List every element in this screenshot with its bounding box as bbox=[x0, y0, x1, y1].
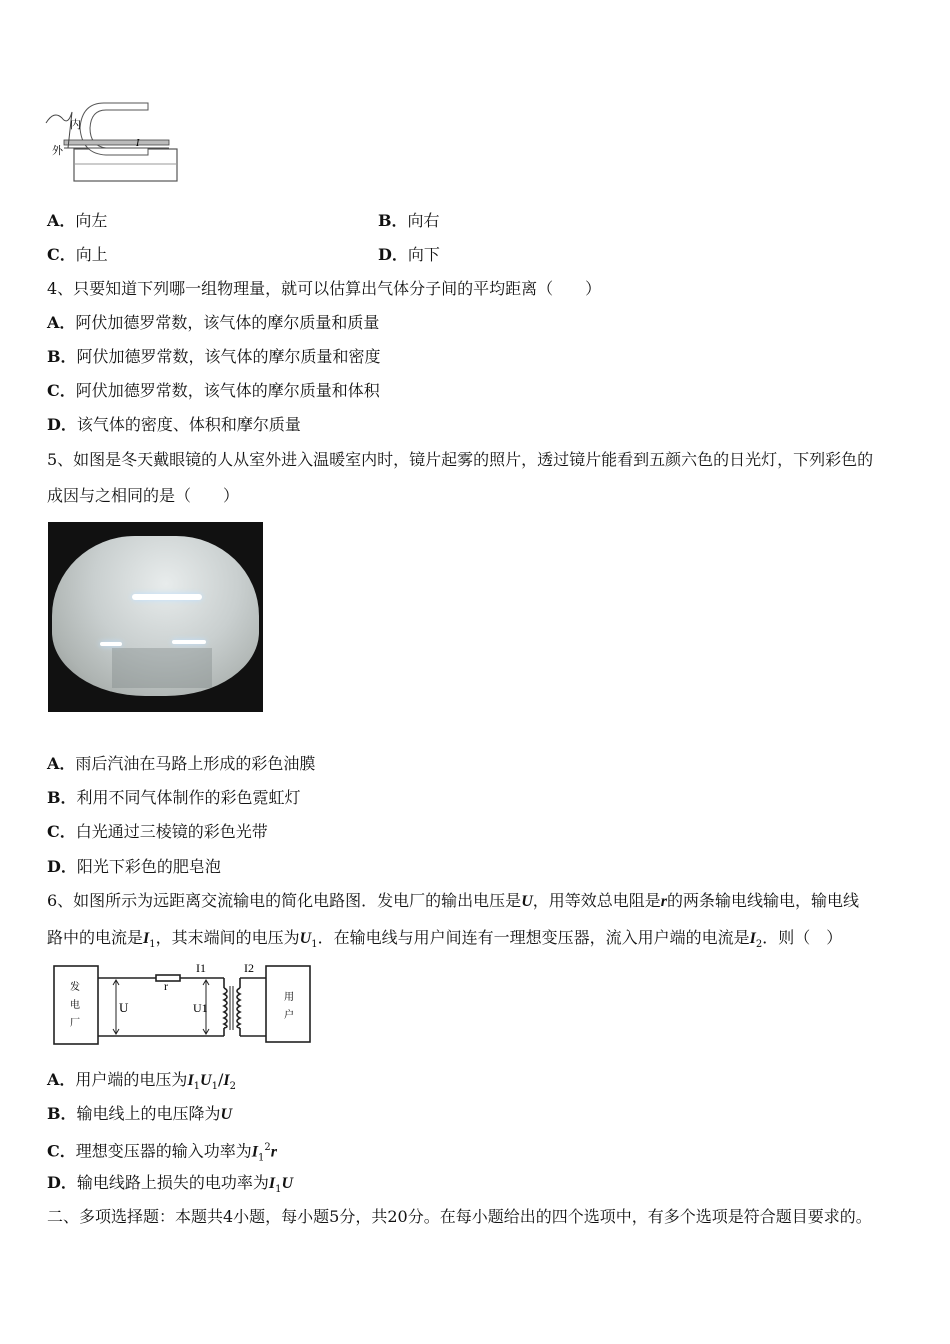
text: 的两条输电线输电，输电线 bbox=[667, 891, 860, 910]
q6-option-a[interactable] bbox=[47, 1070, 236, 1097]
text: D． bbox=[47, 1173, 77, 1192]
voltage-u-label: U bbox=[119, 1000, 129, 1015]
option-text: 雨后汽油在马路上形成的彩色油膜 bbox=[75, 754, 316, 773]
q4-option-d[interactable] bbox=[47, 415, 301, 435]
text: ，用等效总电阻是 bbox=[532, 891, 661, 910]
option-label: A． bbox=[47, 211, 76, 230]
text: B． bbox=[47, 1104, 77, 1123]
text: ．在输电线与用户间连有一理想变压器，流入用户端的电流是 bbox=[317, 928, 750, 947]
text: I bbox=[187, 1072, 194, 1089]
text: 用户端的电压为 bbox=[75, 1070, 188, 1089]
q6-option-d[interactable] bbox=[47, 1173, 293, 1200]
q3-option-a[interactable] bbox=[47, 211, 107, 231]
q4-stem: 4、只要知道下列哪一组物理量，就可以估算出气体分子间的平均距离（ ） bbox=[47, 279, 602, 298]
q4-option-b[interactable] bbox=[47, 347, 381, 367]
text: U bbox=[220, 1106, 233, 1123]
text: 6、如图所示为远距离交流输电的简化电路图．发电厂的输出电压是 bbox=[47, 891, 522, 910]
voltage-u1-label: U1 bbox=[193, 1001, 208, 1015]
option-label: C． bbox=[47, 822, 76, 841]
option-text: 阿伏加德罗常数，该气体的摩尔质量和质量 bbox=[75, 313, 380, 332]
circuit-diagram bbox=[44, 958, 316, 1052]
text: 1 bbox=[149, 939, 156, 951]
text: I bbox=[749, 930, 756, 947]
text: U bbox=[299, 930, 312, 947]
text: 路中的电流是 bbox=[47, 928, 144, 947]
option-text: 白光通过三棱镜的彩色光带 bbox=[75, 822, 268, 841]
option-label: B． bbox=[47, 347, 77, 366]
option-text: 阿伏加德罗常数，该气体的摩尔质量和体积 bbox=[75, 381, 380, 400]
text: 2 bbox=[264, 1142, 271, 1153]
option-label: B． bbox=[378, 211, 408, 230]
text: r bbox=[270, 1143, 277, 1161]
text: 1 bbox=[311, 939, 318, 951]
text: 2 bbox=[229, 1081, 236, 1093]
text: 理想变压器的输入功率为 bbox=[75, 1141, 252, 1161]
q5-option-c[interactable] bbox=[47, 822, 268, 842]
text: I bbox=[268, 1175, 276, 1192]
text: 1 bbox=[193, 1081, 201, 1093]
q6-stem-line1 bbox=[47, 891, 859, 912]
text: ．则（ ） bbox=[762, 928, 843, 947]
option-text: 向下 bbox=[407, 245, 440, 264]
q5-option-a[interactable] bbox=[47, 754, 315, 774]
option-text: 向左 bbox=[75, 211, 108, 230]
fig-label-current: I bbox=[136, 138, 140, 149]
q4-option-c[interactable] bbox=[47, 381, 380, 401]
q6-stem-line2 bbox=[47, 928, 842, 955]
current-i1-label: I1 bbox=[196, 961, 206, 975]
text: 1 bbox=[275, 1184, 282, 1196]
option-text: 阳光下彩色的肥皂泡 bbox=[76, 857, 221, 876]
text: r bbox=[660, 893, 667, 910]
option-text: 利用不同气体制作的彩色霓虹灯 bbox=[76, 788, 301, 807]
text: / bbox=[217, 1070, 224, 1089]
text: ，其末端间的电压为 bbox=[155, 928, 300, 947]
q5-stem-line1: 5、如图是冬天戴眼镜的人从室外进入温暖室内时，镜片起雾的照片，透过镜片能看到五颜六色的日光灯，下列彩色的 bbox=[47, 450, 874, 469]
text: U bbox=[200, 1072, 212, 1089]
text: 1 bbox=[258, 1152, 265, 1164]
text: 1 bbox=[211, 1081, 218, 1093]
option-text: 该气体的密度、体积和摩尔质量 bbox=[76, 415, 301, 434]
option-label: D． bbox=[47, 415, 77, 434]
fig-label-outer: 外 bbox=[52, 145, 63, 157]
text: 用 bbox=[284, 992, 294, 1003]
fig-label-inner: 内 bbox=[70, 119, 81, 131]
q6-option-b[interactable] bbox=[47, 1104, 232, 1125]
option-label: A． bbox=[47, 313, 76, 332]
text: 输电线上的电压降为 bbox=[76, 1104, 221, 1123]
q5-option-d[interactable] bbox=[47, 857, 221, 877]
option-label: D． bbox=[47, 857, 77, 876]
text: 发 bbox=[70, 982, 80, 993]
q4-option-a[interactable] bbox=[47, 313, 379, 333]
option-text: 向上 bbox=[75, 245, 108, 264]
option-label: C． bbox=[47, 381, 76, 400]
q6-option-c[interactable] bbox=[47, 1138, 277, 1169]
option-text: 向右 bbox=[407, 211, 440, 230]
q3-option-c[interactable] bbox=[47, 245, 108, 265]
option-label: B． bbox=[47, 788, 77, 807]
text: I bbox=[143, 930, 150, 947]
text: 电 bbox=[70, 1000, 80, 1011]
text: U bbox=[281, 1175, 294, 1192]
magnet-figure bbox=[44, 98, 184, 184]
text: C． bbox=[47, 1141, 76, 1161]
q3-option-d[interactable] bbox=[378, 245, 440, 265]
text: I bbox=[251, 1143, 258, 1161]
q3-option-b[interactable] bbox=[378, 211, 440, 231]
text: U bbox=[521, 893, 533, 910]
q5-option-b[interactable] bbox=[47, 788, 301, 808]
text: 输电线路上损失的电功率为 bbox=[76, 1173, 269, 1192]
text: 厂 bbox=[70, 1018, 80, 1029]
current-i2-label: I2 bbox=[244, 961, 254, 975]
resistor-r-label: r bbox=[164, 979, 168, 993]
text: A． bbox=[47, 1070, 76, 1089]
option-label: A． bbox=[47, 754, 76, 773]
lens bbox=[52, 536, 259, 696]
foggy-glasses-photo bbox=[48, 522, 263, 712]
text: I bbox=[223, 1072, 230, 1089]
text: 2 bbox=[755, 939, 763, 951]
option-label: D． bbox=[378, 245, 408, 264]
section-2-heading: 二、多项选择题：本题共4小题，每小题5分，共20分。在每小题给出的四个选项中，有多个选项是符合题目要求的。 bbox=[47, 1207, 872, 1226]
option-text: 阿伏加德罗常数，该气体的摩尔质量和密度 bbox=[76, 347, 381, 366]
text: 户 bbox=[284, 1010, 294, 1021]
q5-stem-line2: 成因与之相同的是（ ） bbox=[47, 486, 240, 505]
option-label: C． bbox=[47, 245, 76, 264]
